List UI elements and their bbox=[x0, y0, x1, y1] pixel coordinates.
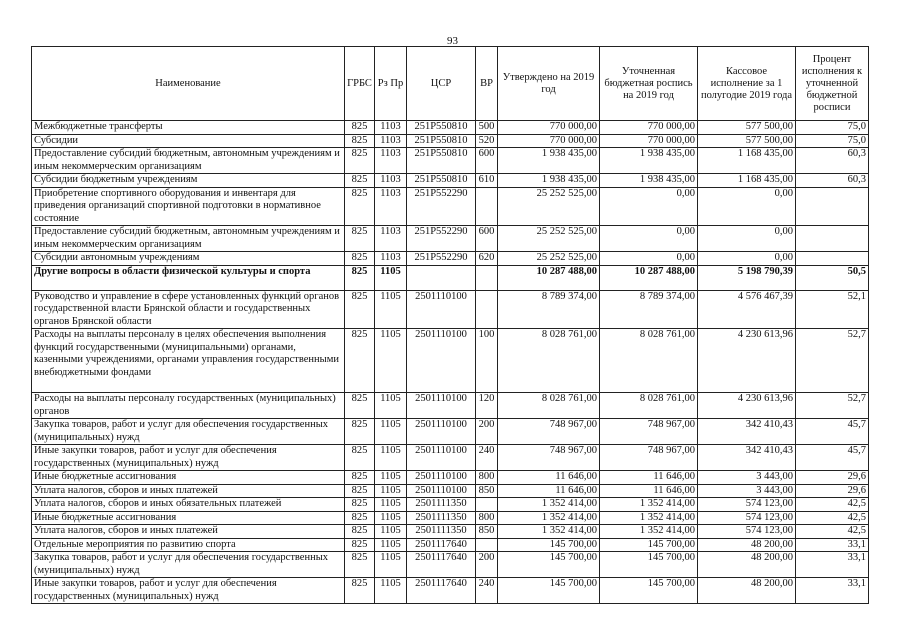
cell-csr: 251P550810 bbox=[407, 148, 476, 174]
cell-rzpr: 1105 bbox=[375, 329, 407, 393]
cell-refined: 10 287 488,00 bbox=[600, 265, 698, 290]
cell-name: Субсидии bbox=[32, 134, 345, 148]
cell-approved: 25 252 525,00 bbox=[498, 252, 600, 266]
table-row bbox=[32, 498, 869, 512]
cell-csr: 2501110100 bbox=[407, 445, 476, 471]
cell-grbs: 825 bbox=[345, 252, 375, 266]
table-row bbox=[32, 511, 869, 525]
table-row bbox=[32, 578, 869, 604]
cell-cash: 574 123,00 bbox=[698, 525, 796, 539]
cell-name: Закупка товаров, работ и услуг для обеспечения государственных (муниципальных) нужд bbox=[32, 419, 345, 445]
cell-refined: 0,00 bbox=[600, 252, 698, 266]
cell-refined: 1 938 435,00 bbox=[600, 174, 698, 188]
cell-vr: 850 bbox=[476, 484, 498, 498]
cell-cash: 1 168 435,00 bbox=[698, 174, 796, 188]
cell-approved: 145 700,00 bbox=[498, 578, 600, 604]
cell-vr: 200 bbox=[476, 552, 498, 578]
cell-rzpr: 1103 bbox=[375, 174, 407, 188]
cell-approved: 1 352 414,00 bbox=[498, 511, 600, 525]
table-row bbox=[32, 226, 869, 252]
cell-grbs: 825 bbox=[345, 511, 375, 525]
cell-approved: 1 938 435,00 bbox=[498, 148, 600, 174]
cell-approved: 10 287 488,00 bbox=[498, 265, 600, 290]
cell-refined: 0,00 bbox=[600, 226, 698, 252]
header-vr: ВР bbox=[476, 47, 498, 121]
cell-percent: 52,7 bbox=[796, 329, 869, 393]
cell-csr: 2501110100 bbox=[407, 290, 476, 329]
cell-cash: 574 123,00 bbox=[698, 511, 796, 525]
table-row bbox=[32, 484, 869, 498]
cell-name: Уплата налогов, сборов и иных платежей bbox=[32, 525, 345, 539]
cell-name: Субсидии автономным учреждениям bbox=[32, 252, 345, 266]
cell-grbs: 825 bbox=[345, 538, 375, 552]
cell-approved: 145 700,00 bbox=[498, 552, 600, 578]
header-rzpr: Рз Пр bbox=[375, 47, 407, 121]
table-row bbox=[32, 265, 869, 290]
cell-name: Приобретение спортивного оборудования и инвентаря для приведения организаций спортивной подготовки в нормативное состояние bbox=[32, 187, 345, 226]
cell-approved: 1 938 435,00 bbox=[498, 174, 600, 188]
cell-cash: 4 576 467,39 bbox=[698, 290, 796, 329]
cell-name: Уплата налогов, сборов и иных платежей bbox=[32, 484, 345, 498]
cell-vr: 600 bbox=[476, 226, 498, 252]
cell-name: Отдельные мероприятия по развитию спорта bbox=[32, 538, 345, 552]
cell-approved: 25 252 525,00 bbox=[498, 226, 600, 252]
cell-cash: 574 123,00 bbox=[698, 498, 796, 512]
cell-rzpr: 1105 bbox=[375, 552, 407, 578]
cell-csr: 251P552290 bbox=[407, 187, 476, 226]
header-name: Наименование bbox=[32, 47, 345, 121]
cell-name: Расходы на выплаты персоналу государственных (муниципальных) органов bbox=[32, 393, 345, 419]
cell-cash: 3 443,00 bbox=[698, 484, 796, 498]
cell-approved: 748 967,00 bbox=[498, 445, 600, 471]
cell-cash: 577 500,00 bbox=[698, 121, 796, 135]
cell-refined: 11 646,00 bbox=[600, 471, 698, 485]
cell-csr: 251P550810 bbox=[407, 174, 476, 188]
cell-vr: 600 bbox=[476, 148, 498, 174]
cell-approved: 8 028 761,00 bbox=[498, 393, 600, 419]
cell-vr bbox=[476, 187, 498, 226]
cell-grbs: 825 bbox=[345, 174, 375, 188]
cell-refined: 748 967,00 bbox=[600, 445, 698, 471]
cell-grbs: 825 bbox=[345, 265, 375, 290]
cell-percent: 60,3 bbox=[796, 174, 869, 188]
cell-grbs: 825 bbox=[345, 484, 375, 498]
cell-cash: 48 200,00 bbox=[698, 552, 796, 578]
table-row bbox=[32, 290, 869, 329]
cell-vr: 800 bbox=[476, 511, 498, 525]
cell-csr bbox=[407, 265, 476, 290]
cell-cash: 48 200,00 bbox=[698, 538, 796, 552]
cell-grbs: 825 bbox=[345, 329, 375, 393]
cell-refined: 145 700,00 bbox=[600, 578, 698, 604]
cell-refined: 770 000,00 bbox=[600, 121, 698, 135]
cell-grbs: 825 bbox=[345, 134, 375, 148]
cell-rzpr: 1103 bbox=[375, 226, 407, 252]
cell-vr bbox=[476, 265, 498, 290]
cell-csr: 2501110100 bbox=[407, 329, 476, 393]
header-percent: Процент исполнения к уточненной бюджетной росписи bbox=[796, 47, 869, 121]
cell-approved: 8 028 761,00 bbox=[498, 329, 600, 393]
cell-approved: 145 700,00 bbox=[498, 538, 600, 552]
cell-name: Руководство и управление в сфере установленных функций органов государственной власти Брянской области и государственных органов Брянской области bbox=[32, 290, 345, 329]
cell-percent: 33,1 bbox=[796, 538, 869, 552]
cell-csr: 2501117640 bbox=[407, 578, 476, 604]
cell-percent: 50,5 bbox=[796, 265, 869, 290]
cell-refined: 1 352 414,00 bbox=[600, 511, 698, 525]
cell-percent: 75,0 bbox=[796, 121, 869, 135]
cell-rzpr: 1105 bbox=[375, 471, 407, 485]
cell-csr: 251P550810 bbox=[407, 134, 476, 148]
cell-rzpr: 1105 bbox=[375, 525, 407, 539]
cell-grbs: 825 bbox=[345, 471, 375, 485]
cell-vr: 500 bbox=[476, 121, 498, 135]
cell-approved: 11 646,00 bbox=[498, 471, 600, 485]
cell-csr: 2501111350 bbox=[407, 525, 476, 539]
cell-refined: 8 789 374,00 bbox=[600, 290, 698, 329]
cell-vr: 240 bbox=[476, 578, 498, 604]
cell-csr: 2501110100 bbox=[407, 484, 476, 498]
cell-name: Иные закупки товаров, работ и услуг для обеспечения государственных (муниципальных) нужд bbox=[32, 578, 345, 604]
cell-vr: 200 bbox=[476, 419, 498, 445]
header-row bbox=[32, 47, 869, 121]
cell-cash: 48 200,00 bbox=[698, 578, 796, 604]
cell-rzpr: 1103 bbox=[375, 187, 407, 226]
cell-rzpr: 1103 bbox=[375, 148, 407, 174]
cell-rzpr: 1105 bbox=[375, 265, 407, 290]
cell-name: Предоставление субсидий бюджетным, автономным учреждениям и иным некоммерческим организациям bbox=[32, 226, 345, 252]
table-row bbox=[32, 552, 869, 578]
cell-cash: 4 230 613,96 bbox=[698, 329, 796, 393]
header-grbs: ГРБС bbox=[345, 47, 375, 121]
cell-name: Субсидии бюджетным учреждениям bbox=[32, 174, 345, 188]
cell-rzpr: 1105 bbox=[375, 393, 407, 419]
cell-name: Расходы на выплаты персоналу в целях обеспечения выполнения функций государственными (муниципальными) органами, казенными учреждениями, органами управления государственными внебюджетными фондами bbox=[32, 329, 345, 393]
table-row bbox=[32, 471, 869, 485]
table-row bbox=[32, 329, 869, 393]
cell-refined: 8 028 761,00 bbox=[600, 329, 698, 393]
cell-rzpr: 1105 bbox=[375, 484, 407, 498]
cell-grbs: 825 bbox=[345, 525, 375, 539]
cell-vr: 520 bbox=[476, 134, 498, 148]
cell-percent: 45,7 bbox=[796, 445, 869, 471]
cell-grbs: 825 bbox=[345, 226, 375, 252]
cell-refined: 770 000,00 bbox=[600, 134, 698, 148]
cell-csr: 251P552290 bbox=[407, 252, 476, 266]
header-csr: ЦСР bbox=[407, 47, 476, 121]
cell-rzpr: 1105 bbox=[375, 419, 407, 445]
cell-rzpr: 1105 bbox=[375, 445, 407, 471]
cell-approved: 11 646,00 bbox=[498, 484, 600, 498]
header-refined: Уточненная бюджетная роспись на 2019 год bbox=[600, 47, 698, 121]
cell-cash: 342 410,43 bbox=[698, 445, 796, 471]
cell-refined: 748 967,00 bbox=[600, 419, 698, 445]
cell-refined: 11 646,00 bbox=[600, 484, 698, 498]
table-row bbox=[32, 252, 869, 266]
cell-approved: 1 352 414,00 bbox=[498, 498, 600, 512]
cell-rzpr: 1105 bbox=[375, 290, 407, 329]
cell-percent: 29,6 bbox=[796, 471, 869, 485]
cell-percent bbox=[796, 252, 869, 266]
cell-vr: 620 bbox=[476, 252, 498, 266]
cell-percent: 29,6 bbox=[796, 484, 869, 498]
table-row bbox=[32, 148, 869, 174]
cell-name: Иные бюджетные ассигнования bbox=[32, 511, 345, 525]
cell-approved: 8 789 374,00 bbox=[498, 290, 600, 329]
table-row bbox=[32, 538, 869, 552]
cell-approved: 748 967,00 bbox=[498, 419, 600, 445]
cell-name: Предоставление субсидий бюджетным, автономным учреждениям и иным некоммерческим организациям bbox=[32, 148, 345, 174]
table-row bbox=[32, 393, 869, 419]
cell-vr: 850 bbox=[476, 525, 498, 539]
cell-vr: 100 bbox=[476, 329, 498, 393]
cell-rzpr: 1105 bbox=[375, 498, 407, 512]
cell-percent: 45,7 bbox=[796, 419, 869, 445]
cell-cash: 342 410,43 bbox=[698, 419, 796, 445]
cell-refined: 1 938 435,00 bbox=[600, 148, 698, 174]
cell-name: Иные закупки товаров, работ и услуг для обеспечения государственных (муниципальных) нужд bbox=[32, 445, 345, 471]
cell-percent: 52,7 bbox=[796, 393, 869, 419]
cell-grbs: 825 bbox=[345, 187, 375, 226]
cell-rzpr: 1105 bbox=[375, 578, 407, 604]
cell-percent: 42,5 bbox=[796, 525, 869, 539]
cell-cash: 0,00 bbox=[698, 226, 796, 252]
cell-rzpr: 1103 bbox=[375, 252, 407, 266]
cell-percent bbox=[796, 226, 869, 252]
cell-refined: 8 028 761,00 bbox=[600, 393, 698, 419]
page-number: 93 bbox=[447, 35, 458, 47]
cell-approved: 770 000,00 bbox=[498, 121, 600, 135]
cell-name: Закупка товаров, работ и услуг для обеспечения государственных (муниципальных) нужд bbox=[32, 552, 345, 578]
cell-approved: 25 252 525,00 bbox=[498, 187, 600, 226]
cell-grbs: 825 bbox=[345, 290, 375, 329]
cell-cash: 3 443,00 bbox=[698, 471, 796, 485]
cell-cash: 577 500,00 bbox=[698, 134, 796, 148]
budget-table bbox=[31, 46, 869, 604]
cell-grbs: 825 bbox=[345, 445, 375, 471]
cell-vr: 800 bbox=[476, 471, 498, 485]
cell-percent: 42,5 bbox=[796, 511, 869, 525]
cell-rzpr: 1103 bbox=[375, 121, 407, 135]
table-row bbox=[32, 419, 869, 445]
cell-percent: 33,1 bbox=[796, 552, 869, 578]
cell-name: Межбюджетные трансферты bbox=[32, 121, 345, 135]
cell-rzpr: 1105 bbox=[375, 538, 407, 552]
cell-cash: 1 168 435,00 bbox=[698, 148, 796, 174]
cell-vr bbox=[476, 538, 498, 552]
cell-refined: 145 700,00 bbox=[600, 552, 698, 578]
cell-name: Уплата налогов, сборов и иных обязательных платежей bbox=[32, 498, 345, 512]
table-row bbox=[32, 187, 869, 226]
table-row bbox=[32, 134, 869, 148]
cell-csr: 251P550810 bbox=[407, 121, 476, 135]
table-row bbox=[32, 525, 869, 539]
cell-grbs: 825 bbox=[345, 578, 375, 604]
table-row bbox=[32, 174, 869, 188]
cell-cash: 0,00 bbox=[698, 252, 796, 266]
cell-percent: 33,1 bbox=[796, 578, 869, 604]
cell-grbs: 825 bbox=[345, 148, 375, 174]
cell-grbs: 825 bbox=[345, 393, 375, 419]
cell-percent: 60,3 bbox=[796, 148, 869, 174]
cell-rzpr: 1103 bbox=[375, 134, 407, 148]
cell-percent: 42,5 bbox=[796, 498, 869, 512]
cell-csr: 2501111350 bbox=[407, 498, 476, 512]
cell-csr: 2501117640 bbox=[407, 538, 476, 552]
cell-name: Иные бюджетные ассигнования bbox=[32, 471, 345, 485]
cell-vr: 120 bbox=[476, 393, 498, 419]
cell-cash: 4 230 613,96 bbox=[698, 393, 796, 419]
header-approved: Утверждено на 2019 год bbox=[498, 47, 600, 121]
cell-grbs: 825 bbox=[345, 552, 375, 578]
cell-csr: 2501111350 bbox=[407, 511, 476, 525]
cell-csr: 2501110100 bbox=[407, 393, 476, 419]
cell-cash: 5 198 790,39 bbox=[698, 265, 796, 290]
cell-vr bbox=[476, 290, 498, 329]
cell-grbs: 825 bbox=[345, 419, 375, 445]
cell-percent: 75,0 bbox=[796, 134, 869, 148]
cell-rzpr: 1105 bbox=[375, 511, 407, 525]
cell-cash: 0,00 bbox=[698, 187, 796, 226]
table-body bbox=[32, 121, 869, 604]
cell-grbs: 825 bbox=[345, 498, 375, 512]
cell-approved: 1 352 414,00 bbox=[498, 525, 600, 539]
cell-refined: 1 352 414,00 bbox=[600, 498, 698, 512]
table-row bbox=[32, 121, 869, 135]
cell-vr: 240 bbox=[476, 445, 498, 471]
cell-percent: 52,1 bbox=[796, 290, 869, 329]
cell-name: Другие вопросы в области физической культуры и спорта bbox=[32, 265, 345, 290]
cell-csr: 2501117640 bbox=[407, 552, 476, 578]
cell-csr: 2501110100 bbox=[407, 419, 476, 445]
cell-approved: 770 000,00 bbox=[498, 134, 600, 148]
header-cash: Кассовое исполнение за 1 полугодие 2019 года bbox=[698, 47, 796, 121]
cell-refined: 0,00 bbox=[600, 187, 698, 226]
cell-csr: 2501110100 bbox=[407, 471, 476, 485]
cell-vr: 610 bbox=[476, 174, 498, 188]
cell-refined: 145 700,00 bbox=[600, 538, 698, 552]
table-row bbox=[32, 445, 869, 471]
cell-csr: 251P552290 bbox=[407, 226, 476, 252]
cell-vr bbox=[476, 498, 498, 512]
cell-refined: 1 352 414,00 bbox=[600, 525, 698, 539]
cell-grbs: 825 bbox=[345, 121, 375, 135]
cell-percent bbox=[796, 187, 869, 226]
